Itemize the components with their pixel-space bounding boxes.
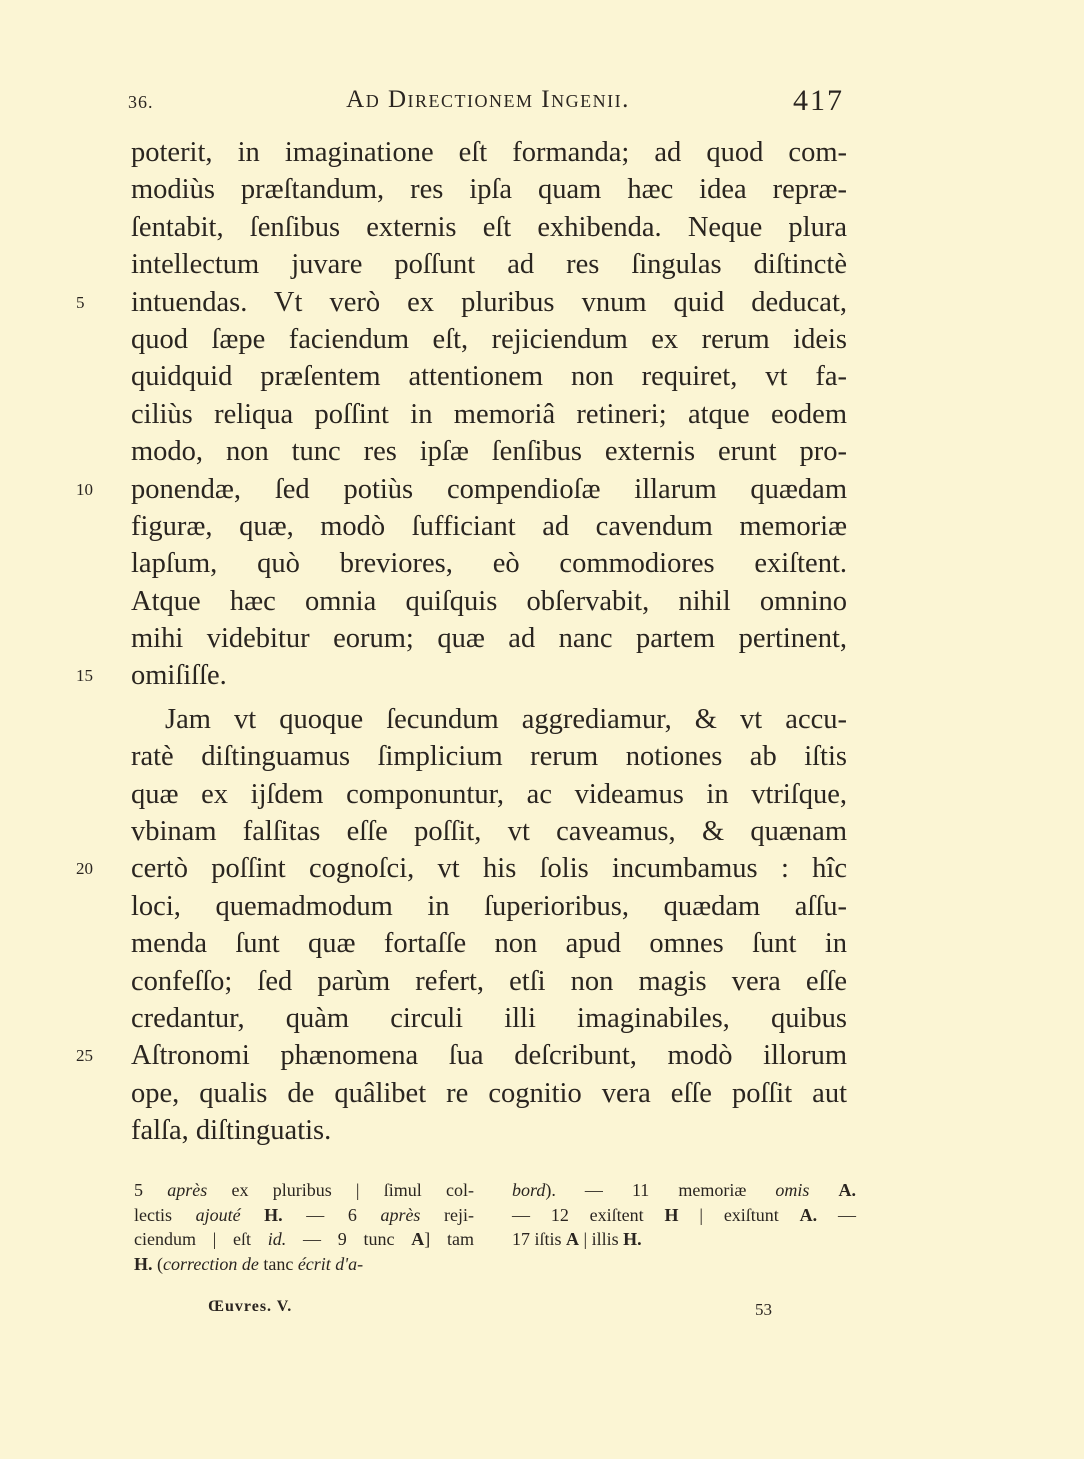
text-line-content: intellectum juvare poſſunt ad res ſingulas diſtinctè — [131, 249, 847, 281]
text-line — [76, 850, 847, 887]
text-line-content: Aſtronomi phænomena ſua deſcribunt, modò illorum — [131, 1040, 847, 1072]
line-number: 25 — [76, 1046, 93, 1066]
footnote-fragment — [809, 1180, 838, 1200]
footnote-fragment: A. — [799, 1204, 818, 1225]
text-line-content: ciliùs reliqua poſſint in memoriâ retineri; atque eodem — [131, 398, 847, 430]
text-line — [131, 209, 847, 246]
text-line-content: intuendas. Vt verò ex pluribus vnum quid deducat, — [131, 286, 847, 318]
text-line-content: menda ſunt quæ fortaſſe non apud omnes ſunt in — [131, 928, 847, 960]
footnote-fragment: reji- — [420, 1204, 475, 1225]
chapter-number: 36. — [128, 92, 154, 112]
signature-work: Œuvres. V. — [208, 1298, 293, 1315]
text-line-content: quæ ex ijſdem componuntur, ac videamus in vtriſque, — [131, 778, 847, 810]
footnote-fragment: bord — [512, 1180, 546, 1200]
text-line — [131, 545, 847, 582]
footnote-fragment: après — [167, 1180, 208, 1200]
footnote-fragment: ex pluribus | ſimul col- — [207, 1180, 474, 1200]
text-line — [76, 284, 847, 321]
footnote-line — [134, 1252, 474, 1277]
footnote-fragment: H. — [134, 1253, 153, 1274]
line-number: 10 — [76, 479, 93, 499]
text-line-content: quod ſæpe faciendum eſt, rejiciendum ex rerum ideis — [131, 323, 847, 355]
text-line-content: loci, quemadmodum in ſuperioribus, quædam aſſu- — [131, 890, 847, 922]
text-line-content: ratè diſtinguamus ſimplicium rerum notiones ab iſtis — [131, 741, 847, 773]
footnote-fragment: ). — 11 memoriæ — [545, 1180, 776, 1200]
text-line-content: mihi videbitur eorum; quæ ad nanc partem pertinent, — [131, 623, 847, 655]
footnote-line — [512, 1227, 856, 1252]
footnote-fragment: correction de — [163, 1253, 259, 1274]
text-line — [131, 358, 847, 395]
text-line-content: Atque hæc omnia quiſquis obſervabit, nihil omnino — [131, 585, 847, 617]
signature-number: 53 — [755, 1300, 772, 1319]
footnote-fragment: — — [817, 1204, 856, 1225]
footnote-line — [512, 1203, 856, 1228]
text-line — [131, 246, 847, 283]
footnote-fragment: | exiſtunt — [678, 1204, 800, 1225]
footnote-fragment: H — [664, 1204, 679, 1225]
text-line — [131, 701, 847, 738]
footnote-fragment: ajouté — [195, 1204, 241, 1225]
text-line — [131, 321, 847, 358]
text-line-content: modiùs præſtandum, res ipſa quam hæc idea repræ- — [131, 174, 847, 206]
footnote-line — [134, 1227, 474, 1252]
text-line — [131, 963, 847, 1000]
text-line-content: quidquid præſentem attentionem non requiret, vt fa- — [131, 361, 847, 393]
text-line — [131, 508, 847, 545]
text-line — [131, 1075, 847, 1112]
text-line-content: credantur, quàm circuli illi imaginabiles, quibus — [131, 1002, 847, 1034]
footnotes-left-column — [134, 1178, 474, 1276]
text-line — [76, 1037, 847, 1074]
footnote-fragment: — 12 exiſtent — [512, 1204, 665, 1225]
footnote-fragment: — 9 tunc — [286, 1229, 412, 1249]
text-line-content: ponendæ, ſed potiùs compendioſæ illarum quædam — [131, 473, 847, 505]
footnote-fragment: ] tam — [424, 1229, 474, 1249]
text-line-content: vbinam falſitas eſſe poſſit, vt caveamus, & quænam — [131, 816, 847, 848]
footnote-fragment: ciendum | eſt — [134, 1229, 268, 1249]
running-head — [128, 86, 848, 120]
footnote-fragment: lectis — [134, 1204, 196, 1225]
footnote-line — [134, 1178, 474, 1203]
text-line — [131, 925, 847, 962]
footnote-fragment: H. — [264, 1204, 283, 1225]
text-line — [131, 888, 847, 925]
footnote-fragment: écrit d'a- — [297, 1253, 364, 1274]
line-number: 5 — [76, 292, 85, 312]
text-line-content: Jam vt quoque ſecundum aggrediamur, & vt accu- — [165, 703, 847, 735]
footnote-fragment: A — [411, 1229, 425, 1249]
footnote-fragment: id. — [267, 1229, 287, 1249]
text-line-content: ope, qualis de quâlibet re cognitio vera eſſe poſſit aut — [131, 1077, 847, 1109]
text-line — [131, 620, 847, 657]
text-line — [131, 776, 847, 813]
text-line-content: certò poſſint cognoſci, vt his ſolis incumbamus : hîc — [131, 853, 847, 885]
text-line-content: modo, non tunc res ipſæ ſenſibus externis erunt pro- — [131, 436, 847, 468]
text-line — [131, 171, 847, 208]
line-number: 20 — [76, 859, 93, 879]
footnote-fragment: A. — [838, 1180, 856, 1200]
footnote-fragment: 5 — [134, 1180, 168, 1200]
footnote-fragment: A — [566, 1229, 580, 1249]
footnotes-right-column — [512, 1178, 856, 1252]
footnote-fragment — [241, 1205, 265, 1225]
text-line — [131, 433, 847, 470]
line-number: 15 — [76, 666, 93, 686]
text-line-content: ſentabit, ſenſibus externis eſt exhibenda. Neque plura — [131, 211, 847, 243]
footnote-fragment: tanc — [258, 1253, 298, 1274]
text-line — [131, 583, 847, 620]
footnote-fragment: après — [380, 1204, 421, 1225]
footnote-fragment: | illis — [579, 1229, 624, 1249]
footnote-fragment: 17 iſtis — [512, 1229, 567, 1249]
text-line — [131, 134, 847, 171]
text-line — [131, 396, 847, 433]
footnote-fragment: H. — [623, 1229, 642, 1249]
text-line-content: confeſſo; ſed parùm refert, etſi non magis vera eſſe — [131, 965, 847, 997]
text-line — [76, 657, 847, 694]
running-title: Ad Directionem Ingenii. — [346, 86, 630, 113]
page-number: 417 — [793, 84, 844, 117]
text-line-content: figuræ, quæ, modò ſufficiant ad cavendum memoriæ — [131, 510, 847, 542]
text-line — [131, 1000, 847, 1037]
text-line — [76, 471, 847, 508]
text-line-content: poterit, in imaginatione eſt formanda; ad quod com- — [131, 137, 847, 168]
footnote-line — [134, 1203, 474, 1228]
text-line-content: falſa, diſtinguatis. — [131, 1115, 332, 1147]
text-line — [131, 1112, 847, 1149]
footnote-fragment: omis — [775, 1180, 810, 1200]
text-line — [131, 738, 847, 775]
text-line-content: lapſum, quò breviores, eò commodiores exiſtent. — [131, 548, 847, 580]
footnote-fragment: ( — [152, 1253, 164, 1274]
footnote-line — [512, 1178, 856, 1203]
text-line-content: omiſiſſe. — [131, 660, 227, 692]
text-line — [131, 813, 847, 850]
footnote-fragment: — 6 — [282, 1204, 381, 1225]
main-text — [76, 134, 847, 1150]
